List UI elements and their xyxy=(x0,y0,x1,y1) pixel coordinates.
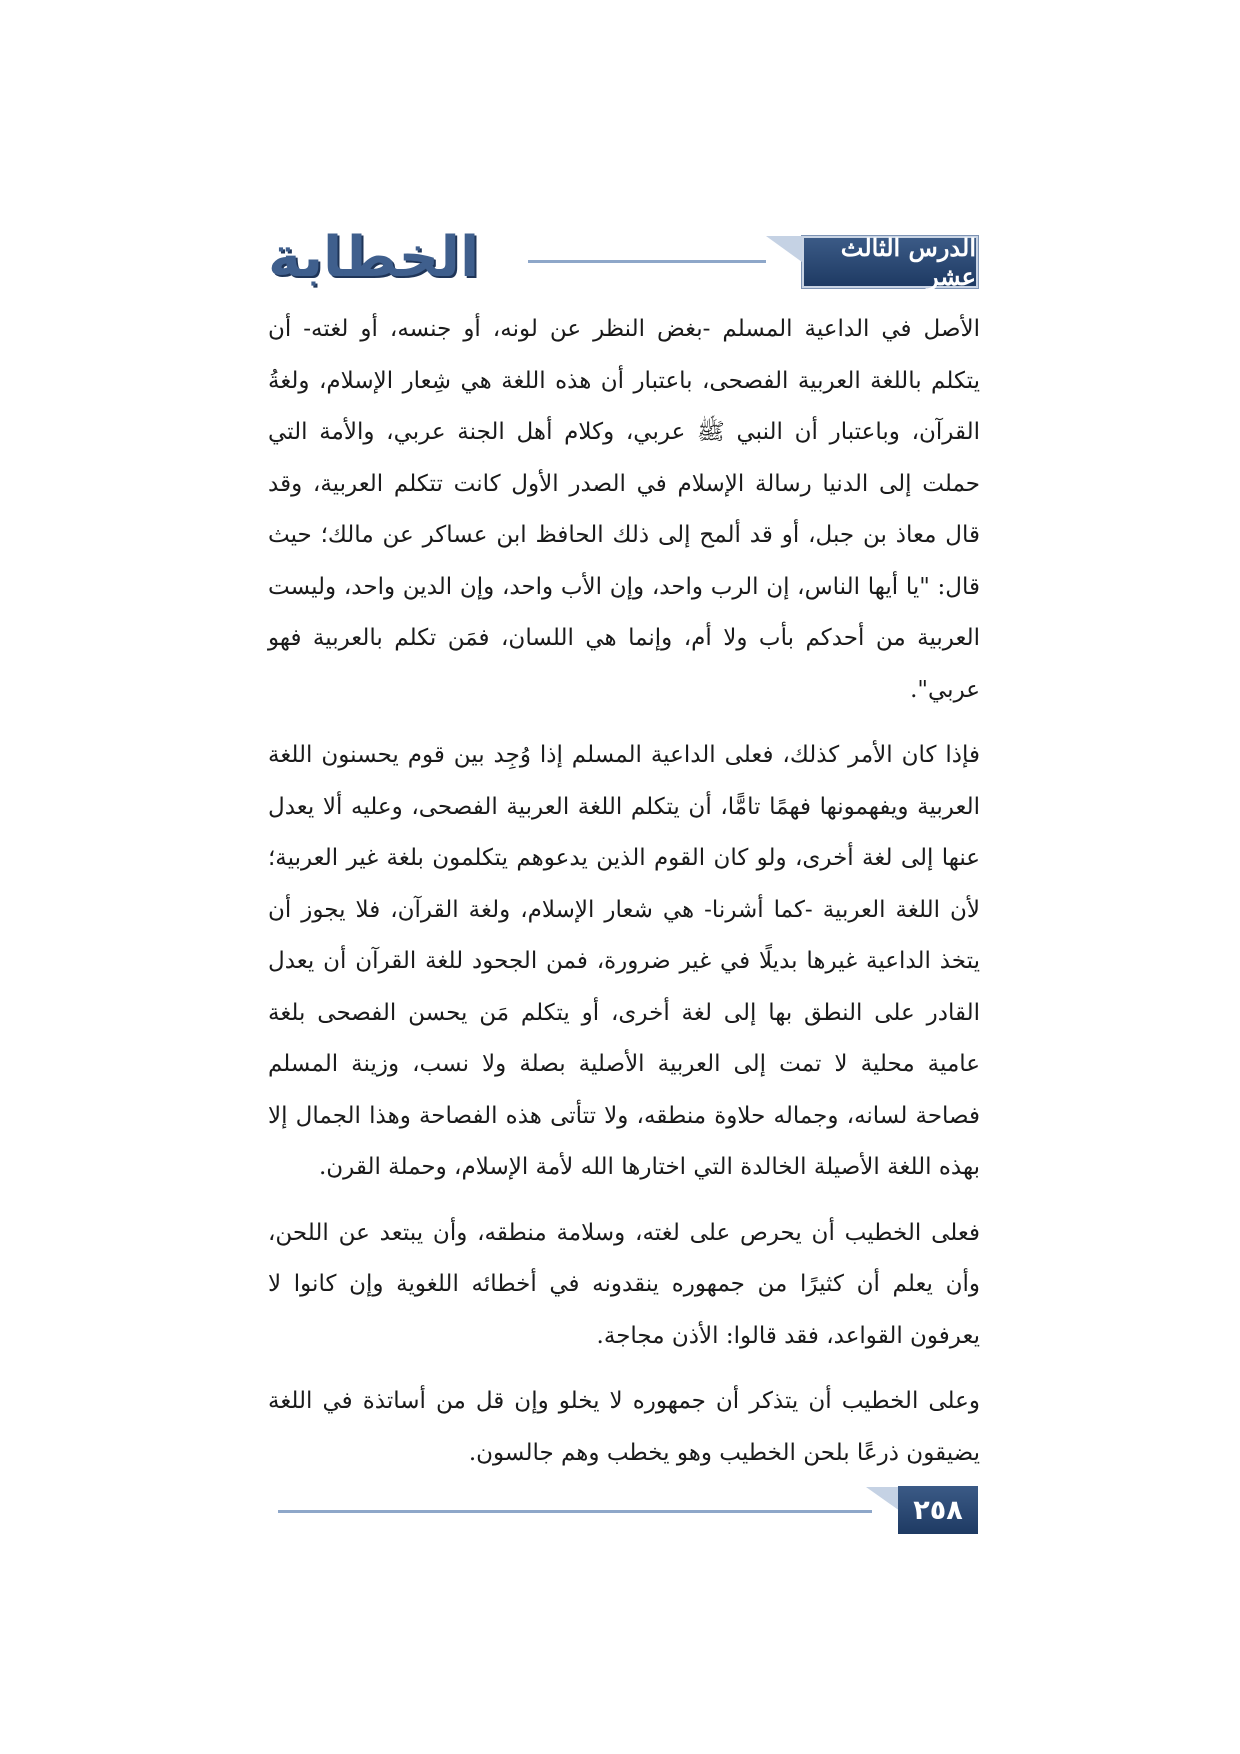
page-body xyxy=(268,304,980,1493)
paragraph-2: فإذا كان الأمر كذلك، فعلى الداعية المسلم إذا وُجِد بين قوم يحسنون اللغة العربية ويفهمونها فهمًا تامًّا، أن يتكلم اللغة العربية الفصحى، وعليه ألا يعدل عنها إلى لغة أخرى، ولو كان القوم الذين يدعوهم يتكلمون بلغة غير العربية؛ لأن اللغة العربية -كما أشرنا- هي شعار الإسلام، ولغة القرآن، فلا يجوز أن يتخذ الداعية غيرها بديلًا في غير ضرورة، فمن الجحود للغة القرآن أن يعدل القادر على النطق بها إلى لغة أخرى، أو يتكلم مَن يحسن الفصحى بلغة عامية محلية لا تمت إلى العربية الأصلية بصلة ولا نسب، وزينة المسلم فصاحة لسانه، وجماله حلاوة منطقه، ولا تتأتى هذه الفصاحة وهذا الجمال إلا بهذه اللغة الأصيلة الخالدة التي اختارها الله لأمة الإسلام، وحملة القرن. xyxy=(268,742,980,1180)
book-title: الخطابة xyxy=(268,225,480,290)
lesson-label-box xyxy=(802,233,978,291)
footer-divider-line xyxy=(278,1510,872,1513)
page-number: ٢٥٨ xyxy=(898,1486,978,1534)
page-header xyxy=(268,225,978,291)
paragraph-3: فعلى الخطيب أن يحرص على لغته، وسلامة منطقه، وأن يبتعد عن اللحن، وأن يعلم أن كثيرًا من جمهوره ينقدونه في أخطائه اللغوية وإن كانوا لا يعرفون القواعد، فقد قالوا: الأذن مجاجة. xyxy=(268,1219,980,1349)
footer-flap-decoration xyxy=(866,1487,900,1511)
page-footer xyxy=(278,1486,978,1534)
lesson-label: الدرس الثالث عشر xyxy=(840,233,976,291)
paragraph-4: وعلى الخطيب أن يتذكر أن جمهوره لا يخلو وإن قل من أساتذة في اللغة يضيقون ذرعًا بلحن الخطيب وهو يخطب وهم جالسون. xyxy=(268,1388,980,1466)
lesson-box-flap-decoration xyxy=(766,236,802,262)
header-divider-line xyxy=(528,260,766,263)
paragraph-1: الأصل في الداعية المسلم -بغض النظر عن لونه، أو جنسه، أو لغته- أن يتكلم باللغة العربية الفصحى، باعتبار أن هذه اللغة هي شِعار الإسلام، ولغةُ القرآن، وباعتبار أن النبي ﷺ عربي، وكلام أهل الجنة عربي، والأمة التي حملت إلى الدنيا رسالة الإسلام في الصدر الأول كانت تتكلم العربية، وقد قال معاذ بن جبل، أو قد ألمح إلى ذلك الحافظ ابن عساكر عن مالك؛ حيث قال: "يا أيها الناس، إن الرب واحد، وإن الأب واحد، وإن الدين واحد، وليست العربية من أحدكم بأب ولا أم، وإنما هي اللسان، فمَن تكلم بالعربية فهو عربي". xyxy=(268,316,980,703)
